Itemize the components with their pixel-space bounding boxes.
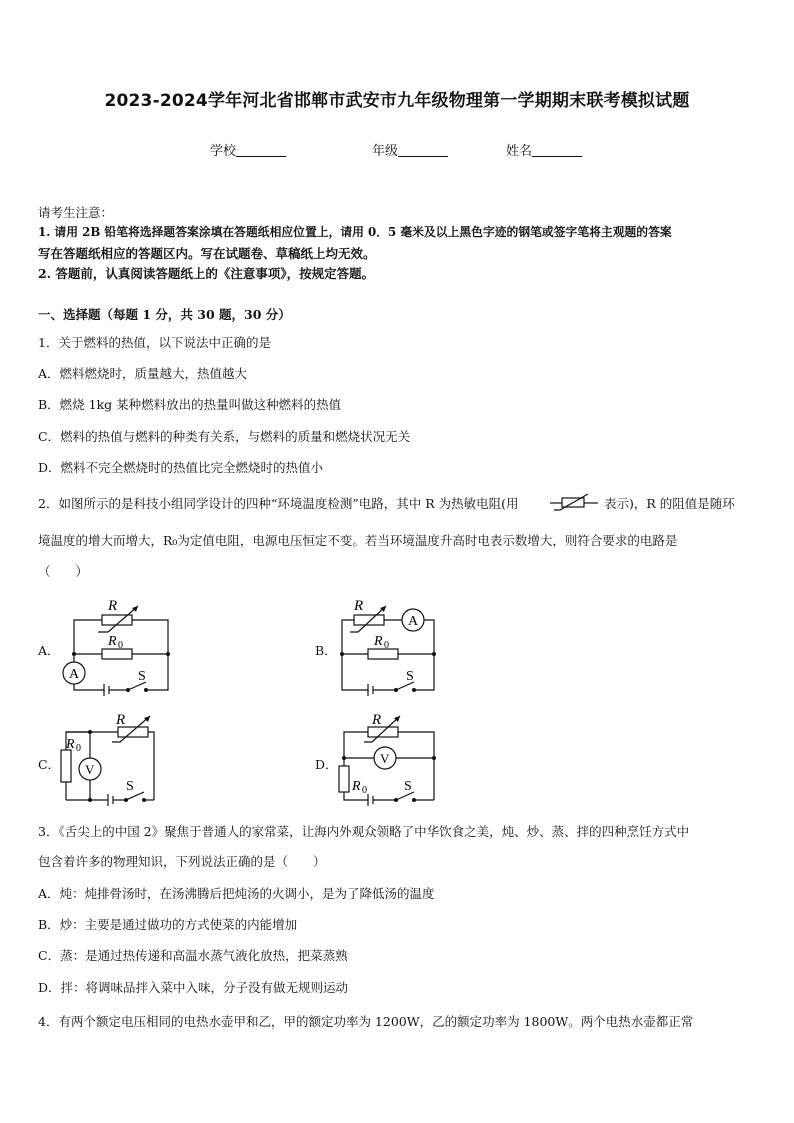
- circuit-d-diagram: [334, 708, 444, 812]
- q1-option-b: B．燃烧 1kg 某种燃料放出的热量叫做这种燃料的热值: [38, 397, 342, 412]
- section-heading: 一、选择题（每题 1 分，共 30 题，30 分）: [38, 307, 291, 322]
- r0-label: R: [374, 634, 383, 649]
- q1-option-c: C．燃料的热值与燃料的种类有关系，与燃料的质量和燃烧状况无关: [38, 429, 411, 444]
- notice-line-2: 2. 答题前，认真阅读答题纸上的《注意事项》，按规定答题。: [38, 266, 375, 281]
- q1-option-a: A．燃料燃烧时，质量越大，热值越大: [38, 366, 248, 381]
- r0-label: R: [108, 634, 117, 649]
- q3-line-2: 包含着许多的物理知识，下列说法正确的是（ ）: [38, 854, 326, 869]
- q2-line-1a: 2．如图所示的是科技小组同学设计的四种“环境温度检测”电路，其中 R 为热敏电阻(用: [38, 496, 519, 511]
- r0-subscript: 0: [384, 640, 389, 651]
- q1-stem: 1．关于燃料的热值，以下说法中正确的是: [38, 335, 271, 350]
- circuit-c-diagram: [58, 708, 168, 812]
- voltmeter-icon: V: [380, 751, 390, 766]
- grade-blank[interactable]: [398, 144, 448, 157]
- q3-option-d: D．拌：将调味品拌入菜中入味，分子没有做无规则运动: [38, 980, 349, 995]
- switch-label: S: [138, 669, 146, 684]
- q3-option-a: A．炖：炖排骨汤时，在汤沸腾后把炖汤的火调小，是为了降低汤的温度: [38, 886, 435, 901]
- page-title: 2023-2024学年河北省邯郸市武安市九年级物理第一学期期末联考模拟试题: [104, 91, 690, 111]
- q4-line-1: 4．有两个额定电压相同的电热水壶甲和乙，甲的额定功率为 1200W，乙的额定功率为 1800W。两个电热水壶都正常: [38, 1014, 694, 1029]
- notice-line-1a: 1. 请用 2B 铅笔将选择题答案涂填在答题纸相应位置上，请用 0．5 毫米及以上黑色字迹的钢笔或签字笔将主观题的答案: [38, 225, 672, 239]
- circuit-c-label[interactable]: C．: [38, 757, 61, 772]
- circuit-a-label[interactable]: A．: [38, 643, 60, 658]
- school-label: 学校: [210, 144, 237, 159]
- school-field[interactable]: [210, 140, 286, 159]
- grade-label: 年级: [372, 144, 399, 159]
- q3-option-b: B．炒：主要是通过做功的方式使菜的内能增加: [38, 917, 298, 932]
- r0-label: R: [352, 779, 361, 794]
- q2-line-2: 境温度的增大而增大，R₀为定值电阻，电源电压恒定不变。若当环境温度升高时电表示数增大，则符合要求的电路是: [38, 533, 678, 548]
- circuit-b-label[interactable]: B．: [315, 643, 337, 658]
- q3-line-1: 3．《舌尖上的中国 2》聚焦于普通人的家常菜，让海内外观众领略了中华饮食之美，炖、炒、蒸、拌的四种烹饪方式中: [38, 824, 690, 839]
- ammeter-icon: A: [69, 667, 80, 682]
- switch-label: S: [406, 669, 414, 684]
- q1-option-d: D．燃料不完全燃烧时的热值比完全燃烧时的热值小: [38, 460, 324, 475]
- voltmeter-icon: V: [85, 762, 95, 777]
- switch-label: S: [404, 779, 412, 794]
- switch-label: S: [126, 779, 134, 794]
- name-blank[interactable]: [532, 144, 582, 157]
- r0-label: R: [66, 737, 75, 752]
- q3-option-c: C．蒸：是通过热传递和高温水蒸气液化放热，把菜蒸熟: [38, 948, 348, 963]
- ammeter-icon: A: [408, 614, 419, 629]
- thermistor-symbol: [548, 490, 600, 514]
- notice-line-1b: 写在答题纸相应的答题区内。写在试题卷、草稿纸上均无效。: [38, 246, 376, 261]
- q2-line-1b: 表示)，R 的阻值是随环: [604, 496, 735, 511]
- r0-subscript: 0: [76, 743, 81, 754]
- circuit-a-diagram: [58, 592, 178, 702]
- circuit-d-label[interactable]: D．: [315, 757, 338, 772]
- circuit-b-diagram: [334, 592, 444, 702]
- name-field[interactable]: [506, 140, 582, 159]
- notice-heading: 请考生注意：: [38, 205, 114, 220]
- r-label: R: [108, 598, 118, 614]
- r-label: R: [354, 598, 364, 614]
- r0-subscript: 0: [118, 640, 123, 651]
- school-blank[interactable]: [236, 144, 286, 157]
- grade-field[interactable]: [372, 140, 448, 159]
- r0-subscript: 0: [362, 785, 367, 796]
- q2-line-3: （ ）: [38, 564, 89, 579]
- r-label: R: [372, 712, 382, 728]
- name-label: 姓名: [506, 144, 533, 159]
- r-label: R: [116, 712, 126, 728]
